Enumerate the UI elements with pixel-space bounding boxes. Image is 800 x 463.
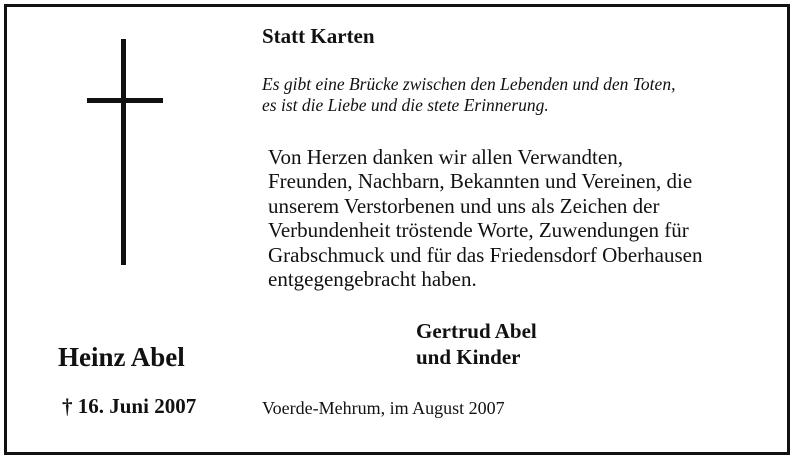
quote-line: es ist die Liebe und die stete Erinnerung.	[262, 95, 549, 115]
deceased-name: Heinz Abel	[58, 342, 185, 372]
thanks-line: unserem Verstorbenen und uns als Zeichen der	[268, 193, 660, 218]
thanks-line: entgegengebracht haben.	[268, 267, 477, 292]
thanks-text	[268, 145, 778, 291]
signers	[416, 318, 537, 370]
notice-heading: Statt Karten	[262, 24, 375, 48]
quote-line: Es gibt eine Brücke zwischen den Lebenden und den Toten,	[262, 74, 676, 94]
thanks-line: Freunden, Nachbarn, Bekannten und Vereinen, die	[268, 169, 693, 194]
signer-line: Gertrud Abel	[416, 319, 537, 343]
cross-horizontal-bar	[87, 98, 163, 103]
thanks-line: Von Herzen danken wir allen Verwandten,	[268, 145, 623, 169]
memorial-quote	[262, 74, 782, 116]
place-and-date: Voerde-Mehrum, im August 2007	[262, 398, 505, 418]
death-date: † 16. Juni 2007	[62, 394, 197, 418]
cross-icon	[87, 39, 163, 265]
cross-vertical-bar	[121, 39, 126, 265]
thanks-line: Verbundenheit tröstende Worte, Zuwendungen für	[268, 218, 689, 243]
signer-line: und Kinder	[416, 345, 521, 369]
thanks-line: Grabschmuck und für das Friedensdorf Oberhausen	[268, 242, 703, 267]
